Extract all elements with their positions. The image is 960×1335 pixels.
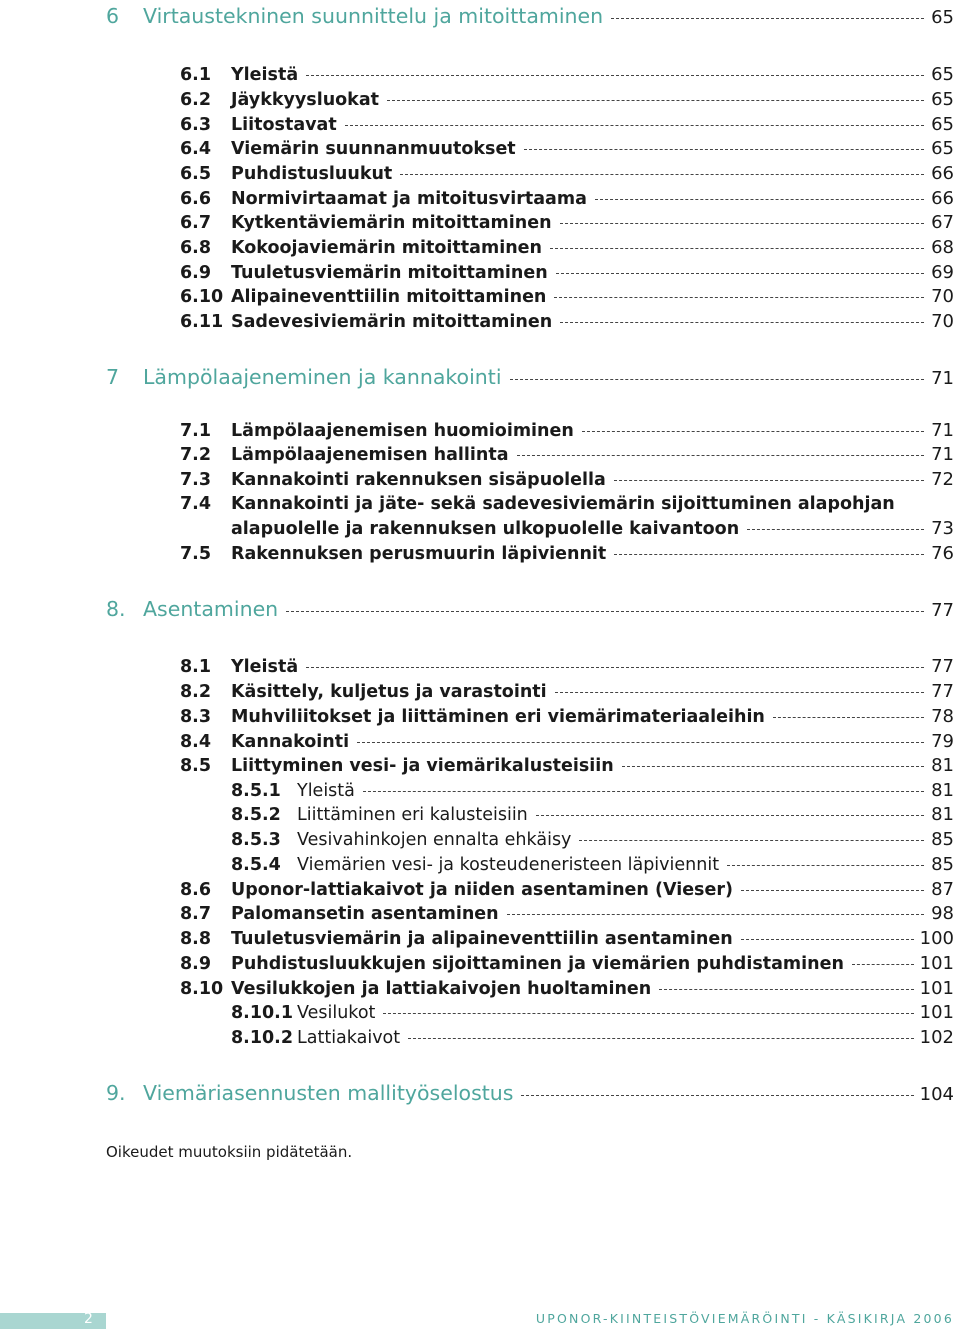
toc-entry-number: 8. — [106, 597, 126, 621]
toc-entry-title: Lämpölaajeneminen ja kannakointi — [143, 365, 502, 389]
toc-entry-title: Kannakointi ja jäte- sekä sadevesiviemärin sijoittuminen alapohjan — [231, 494, 895, 514]
toc-page-number: 71 — [931, 444, 954, 465]
toc-entry — [0, 469, 960, 490]
toc-entry-number: 6.1 — [180, 65, 212, 85]
toc-entry-title: Kannakointi — [231, 732, 350, 752]
toc-entry — [0, 829, 960, 850]
toc-entry-number: 7 — [106, 365, 120, 389]
toc-entry-title: Liittyminen vesi- ja viemärikalusteisiin — [231, 756, 614, 776]
toc-entry-number: 6.5 — [180, 164, 212, 184]
toc-entry-title: Yleistä — [231, 65, 299, 85]
toc-entry-number: 7.1 — [180, 421, 212, 441]
toc-entry-title: Kokoojaviemärin mitoittaminen — [231, 238, 542, 258]
toc-dot-leader — [357, 742, 924, 743]
toc-entry-title: Tuuletusviemärin ja alipaineventtiilin asentaminen — [231, 929, 733, 949]
toc-entry-number: 8.9 — [180, 954, 212, 974]
toc-entry — [0, 114, 960, 135]
toc-entry-title: Puhdistusluukkujen sijoittaminen ja viemärien puhdistaminen — [231, 954, 844, 974]
toc-entry-number: 6.8 — [180, 238, 212, 258]
toc-chapter-entry — [0, 1081, 960, 1105]
toc-entry-title: Virtaustekninen suunnittelu ja mitoittaminen — [143, 4, 604, 28]
toc-entry-title: Vesilukot — [297, 1003, 376, 1023]
toc-entry-title: Jäykkyysluokat — [231, 90, 379, 110]
toc-dot-leader — [286, 611, 924, 612]
toc-page-number: 101 — [919, 978, 954, 999]
toc-dot-leader — [622, 766, 924, 767]
toc-dot-leader — [595, 199, 924, 200]
toc-dot-leader — [306, 75, 924, 76]
toc-page-number: 69 — [931, 262, 954, 283]
toc-page-number: 81 — [931, 780, 954, 801]
toc-entry — [0, 138, 960, 159]
toc-entry — [0, 163, 960, 184]
toc-page-number: 71 — [931, 368, 954, 389]
toc-dot-leader — [741, 890, 924, 891]
toc-entry-number: 9. — [106, 1081, 126, 1105]
toc-entry-title: Asentaminen — [143, 597, 279, 621]
toc-entry — [0, 903, 960, 924]
toc-entry-title: Lattiakaivot — [297, 1028, 401, 1048]
toc-dot-leader — [614, 554, 924, 555]
toc-dot-leader — [510, 379, 924, 380]
toc-entry — [0, 1027, 960, 1048]
toc-entry-title: Yleistä — [297, 781, 355, 801]
toc-entry-title: alapuolelle ja rakennuksen ulkopuolelle kaivantoon — [231, 519, 740, 539]
toc-entry — [0, 804, 960, 825]
toc-dot-leader — [383, 1013, 913, 1014]
rights-reserved-note: Oikeudet muutoksiin pidätetään. — [106, 1143, 353, 1161]
toc-entry-number: 6.3 — [180, 115, 212, 135]
toc-dot-leader — [400, 174, 924, 175]
toc-page-number: 70 — [931, 311, 954, 332]
toc-entry-title: Liitostavat — [231, 115, 337, 135]
toc-entry-number: 8.5.1 — [231, 781, 281, 801]
toc-dot-leader — [852, 964, 914, 965]
toc-entry-title: Palomansetin asentaminen — [231, 904, 499, 924]
toc-entry-title: Yleistä — [231, 657, 299, 677]
toc-dot-leader — [582, 431, 924, 432]
toc-entry-title: Normivirtaamat ja mitoitusvirtaama — [231, 189, 587, 209]
toc-entry-number: 8.1 — [180, 657, 212, 677]
toc-dot-leader — [524, 149, 924, 150]
toc-dot-leader — [345, 125, 924, 126]
toc-dot-leader — [556, 273, 924, 274]
toc-entry — [0, 854, 960, 875]
toc-entry — [0, 494, 960, 514]
toc-dot-leader — [560, 223, 924, 224]
toc-entry-number: 6.6 — [180, 189, 212, 209]
toc-dot-leader — [387, 100, 924, 101]
toc-dot-leader — [659, 989, 913, 990]
toc-entry-number: 8.10.1 — [231, 1003, 294, 1023]
toc-entry — [0, 656, 960, 677]
toc-entry-number: 6.7 — [180, 213, 212, 233]
toc-page-number: 65 — [931, 89, 954, 110]
toc-page-number: 102 — [919, 1027, 954, 1048]
toc-entry-number: 8.5 — [180, 756, 212, 776]
toc-entry — [0, 420, 960, 441]
toc-entry-number: 8.10 — [180, 979, 224, 999]
toc-page-number: 76 — [931, 543, 954, 564]
toc-chapter-entry — [0, 4, 960, 28]
toc-page-number: 104 — [919, 1084, 954, 1105]
toc-page-number: 67 — [931, 212, 954, 233]
toc-dot-leader — [517, 455, 924, 456]
toc-entry-number: 8.2 — [180, 682, 212, 702]
toc-page-number: 85 — [931, 829, 954, 850]
toc-entry-number: 8.5.2 — [231, 805, 281, 825]
toc-entry — [0, 681, 960, 702]
toc-entry — [0, 755, 960, 776]
toc-entry-number: 8.6 — [180, 880, 212, 900]
toc-chapter-entry — [0, 365, 960, 389]
toc-page-number: 101 — [919, 953, 954, 974]
toc-entry-title: Alipaineventtiilin mitoittaminen — [231, 287, 547, 307]
toc-entry — [0, 1002, 960, 1023]
toc-dot-leader — [306, 667, 924, 668]
toc-entry-title: Liittäminen eri kalusteisiin — [297, 805, 528, 825]
toc-entry — [0, 212, 960, 233]
toc-page-number: 66 — [931, 188, 954, 209]
toc-entry-number: 6.10 — [180, 287, 224, 307]
toc-page-number: 65 — [931, 114, 954, 135]
toc-page-number: 73 — [931, 518, 954, 539]
toc-entry — [0, 286, 960, 307]
toc-dot-leader — [741, 939, 914, 940]
toc-page-number: 65 — [931, 7, 954, 28]
toc-page-number: 65 — [931, 64, 954, 85]
toc-entry-title: Kytkentäviemärin mitoittaminen — [231, 213, 552, 233]
toc-entry-number: 6.2 — [180, 90, 212, 110]
toc-entry — [0, 188, 960, 209]
toc-dot-leader — [521, 1095, 913, 1096]
toc-dot-leader — [611, 18, 924, 19]
toc-entry-number: 8.3 — [180, 707, 212, 727]
toc-page-number: 101 — [919, 1002, 954, 1023]
toc-dot-leader — [614, 480, 924, 481]
toc-chapter-entry — [0, 597, 960, 621]
toc-entry-title: Tuuletusviemärin mitoittaminen — [231, 263, 548, 283]
toc-page-number: 70 — [931, 286, 954, 307]
toc-entry — [0, 706, 960, 727]
toc-dot-leader — [747, 529, 924, 530]
toc-entry — [0, 543, 960, 564]
toc-entry — [0, 89, 960, 110]
toc-entry-number: 8.10.2 — [231, 1028, 294, 1048]
page-number: 2 — [84, 1311, 93, 1327]
toc-entry — [0, 518, 960, 539]
toc-page-number: 87 — [931, 879, 954, 900]
toc-entry-number: 6 — [106, 4, 120, 28]
toc-entry-number: 8.7 — [180, 904, 212, 924]
toc-entry-title: Vesilukkojen ja lattiakaivojen huoltaminen — [231, 979, 652, 999]
toc-page-number: 81 — [931, 755, 954, 776]
running-footer-title: UPONOR-KIINTEISTÖVIEMÄRÖINTI - KÄSIKIRJA 2006 — [535, 1311, 954, 1326]
toc-dot-leader — [727, 865, 924, 866]
toc-page-number: 71 — [931, 420, 954, 441]
toc-page-number: 77 — [931, 600, 954, 621]
toc-entry — [0, 444, 960, 465]
toc-entry — [0, 64, 960, 85]
toc-entry-title: Puhdistusluukut — [231, 164, 393, 184]
toc-page-number: 78 — [931, 706, 954, 727]
toc-page-number: 100 — [919, 928, 954, 949]
toc-entry — [0, 879, 960, 900]
toc-entry-number: 6.9 — [180, 263, 212, 283]
toc-entry-title: Vesivahinkojen ennalta ehkäisy — [297, 830, 572, 850]
toc-dot-leader — [550, 248, 924, 249]
toc-entry-title: Kannakointi rakennuksen sisäpuolella — [231, 470, 606, 490]
toc-page-number: 72 — [931, 469, 954, 490]
toc-entry-title: Uponor-lattiakaivot ja niiden asentaminen (Vieser) — [231, 880, 733, 900]
toc-entry-number: 8.5.3 — [231, 830, 281, 850]
toc-entry-number: 7.2 — [180, 445, 212, 465]
toc-page-number: 77 — [931, 681, 954, 702]
toc-entry-number: 6.4 — [180, 139, 212, 159]
toc-entry — [0, 780, 960, 801]
toc-entry-title: Lämpölaajenemisen hallinta — [231, 445, 509, 465]
toc-page-number: 85 — [931, 854, 954, 875]
toc-entry-title: Lämpölaajenemisen huomioiminen — [231, 421, 574, 441]
toc-dot-leader — [536, 815, 924, 816]
toc-entry-title: Sadevesiviemärin mitoittaminen — [231, 312, 553, 332]
toc-entry — [0, 262, 960, 283]
toc-entry-number: 8.8 — [180, 929, 212, 949]
toc-page-number: 98 — [931, 903, 954, 924]
toc-dot-leader — [555, 692, 924, 693]
toc-dot-leader — [560, 322, 924, 323]
toc-entry — [0, 928, 960, 949]
toc-entry-title: Muhviliitokset ja liittäminen eri viemärimateriaaleihin — [231, 707, 765, 727]
toc-page-number: 66 — [931, 163, 954, 184]
toc-page-number: 79 — [931, 731, 954, 752]
toc-dot-leader — [507, 914, 924, 915]
toc-entry — [0, 311, 960, 332]
toc-page-number: 81 — [931, 804, 954, 825]
toc-entry-title: Viemärien vesi- ja kosteudeneristeen läpiviennit — [297, 855, 720, 875]
toc-entry-number: 8.5.4 — [231, 855, 281, 875]
toc-dot-leader — [363, 791, 924, 792]
toc-entry — [0, 953, 960, 974]
toc-entry-number: 7.5 — [180, 544, 212, 564]
toc-page-number: 68 — [931, 237, 954, 258]
toc-page-number: 65 — [931, 138, 954, 159]
toc-dot-leader — [579, 840, 924, 841]
toc-entry-title: Käsittely, kuljetus ja varastointi — [231, 682, 547, 702]
toc-entry-title: Rakennuksen perusmuurin läpiviennit — [231, 544, 607, 564]
toc-entry — [0, 731, 960, 752]
toc-entry-number: 7.4 — [180, 494, 212, 514]
toc-dot-leader — [408, 1038, 914, 1039]
toc-entry-title: Viemäriasennusten mallityöselostus — [143, 1081, 514, 1105]
toc-entry — [0, 978, 960, 999]
toc-entry-number: 7.3 — [180, 470, 212, 490]
toc-entry-title: Viemärin suunnanmuutokset — [231, 139, 516, 159]
toc-entry-number: 8.4 — [180, 732, 212, 752]
toc-page-number: 77 — [931, 656, 954, 677]
toc-dot-leader — [773, 717, 924, 718]
toc-entry — [0, 237, 960, 258]
toc-dot-leader — [554, 297, 924, 298]
toc-entry-number: 6.11 — [180, 312, 224, 332]
